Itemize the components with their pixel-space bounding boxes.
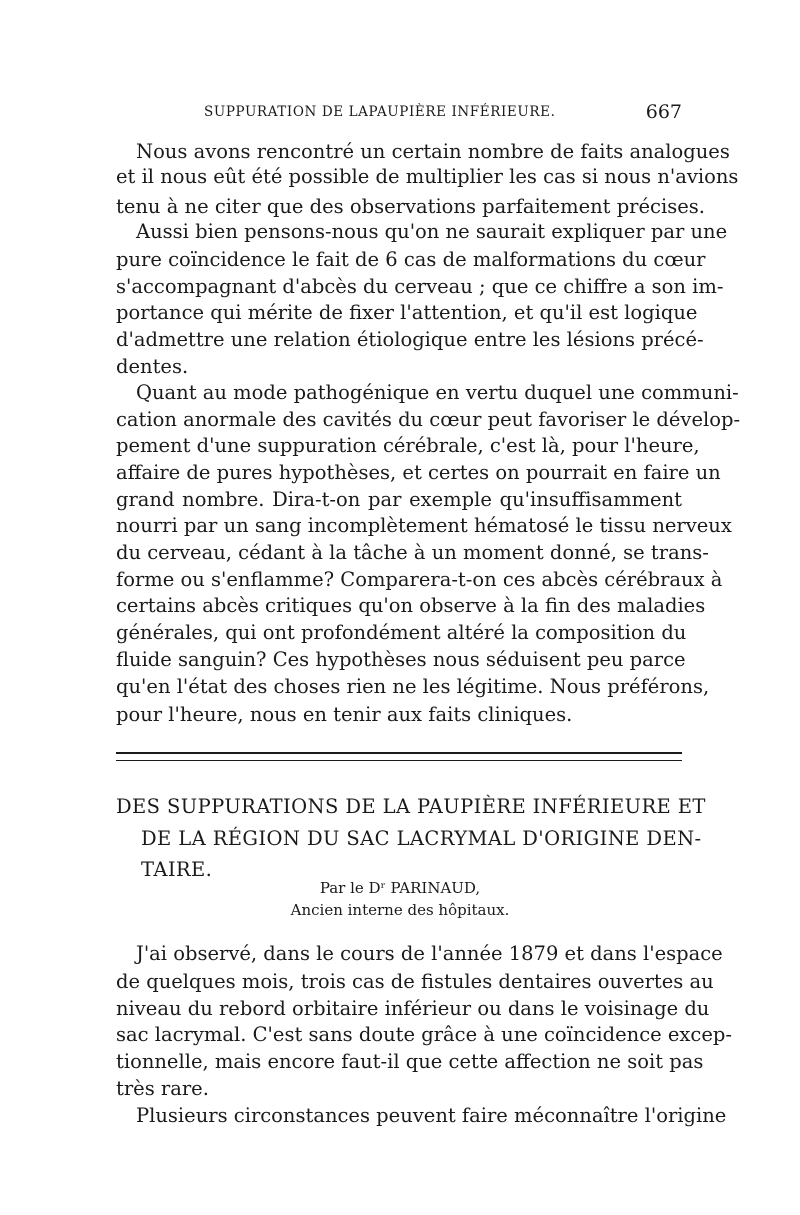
author-line: Par le Dʳ PARINAUD, bbox=[319, 879, 481, 897]
text-line: certains abcès critiques qu'on observe à la fin des maladies bbox=[116, 594, 706, 617]
running-title: SUPPURATION DE LAPAUPIÈRE INFÉRIEURE. bbox=[204, 104, 556, 120]
article-title-line: TAIRE. bbox=[141, 858, 213, 881]
text-line: dentes. bbox=[116, 355, 189, 378]
section-rule-thin bbox=[116, 760, 682, 761]
text-line: s'accompagnant d'abcès du cerveau ; que ce chiffre a son im- bbox=[116, 275, 724, 298]
text-line: de quelques mois, trois cas de fistules dentaires ouvertes au bbox=[116, 970, 714, 993]
text-line: et il nous eût été possible de multiplier les cas si nous n'avions bbox=[116, 165, 739, 188]
text-line: très rare. bbox=[116, 1077, 209, 1100]
running-head bbox=[116, 101, 682, 128]
text-line: affaire de pures hypothèses, et certes on pourrait en faire un bbox=[116, 461, 721, 484]
text-line: nourri par un sang incomplètement hématosé le tissu nerveux bbox=[116, 514, 732, 537]
text-line: tionnelle, mais encore faut-il que cette affection ne soit pas bbox=[116, 1050, 704, 1073]
text-line: fluide sanguin? Ces hypothèses nous séduisent peu parce bbox=[116, 648, 686, 671]
text-line: Quant au mode pathogénique en vertu duquel une communi- bbox=[136, 381, 739, 404]
page-number: 667 bbox=[645, 101, 682, 123]
text-line: qu'en l'état des choses rien ne les légitime. Nous préférons, bbox=[116, 675, 710, 698]
author-title: Ancien interne des hôpitaux. bbox=[290, 901, 510, 919]
text-line: pure coïncidence le fait de 6 cas de malformations du cœur bbox=[116, 248, 706, 271]
article-title-line: DE LA RÉGION DU SAC LACRYMAL D'ORIGINE DEN- bbox=[141, 827, 702, 850]
text-line: grand nombre. Dira-t-on par exemple qu'insuffisamment bbox=[116, 488, 682, 511]
text-line: J'ai observé, dans le cours de l'année 1879 et dans l'espace bbox=[136, 942, 723, 965]
text-line: tenu à ne citer que des observations parfaitement précises. bbox=[116, 195, 705, 218]
text-line: portance qui mérite de fixer l'attention, et qu'il est logique bbox=[116, 301, 698, 324]
text-line: générales, qui ont profondément altéré la composition du bbox=[116, 621, 687, 644]
text-line: Aussi bien pensons-nous qu'on ne saurait expliquer par une bbox=[136, 220, 728, 243]
text-line: d'admettre une relation étiologique entre les lésions précé- bbox=[116, 328, 704, 351]
text-line: niveau du rebord orbitaire inférieur ou dans le voisinage du bbox=[116, 997, 710, 1020]
text-line: forme ou s'enflamme? Comparera-t-on ces abcès cérébraux à bbox=[116, 568, 723, 591]
text-line: pour l'heure, nous en tenir aux faits cliniques. bbox=[116, 703, 573, 726]
text-line: pement d'une suppuration cérébrale, c'est là, pour l'heure, bbox=[116, 434, 700, 457]
section-rule-thick bbox=[116, 752, 682, 754]
text-line: Plusieurs circonstances peuvent faire méconnaître l'origine bbox=[136, 1104, 727, 1127]
text-line: cation anormale des cavités du cœur peut favoriser le dévelop- bbox=[116, 408, 741, 431]
text-line: Nous avons rencontré un certain nombre de faits analogues bbox=[136, 140, 730, 163]
text-line: sac lacrymal. C'est sans doute grâce à une coïncidence excep- bbox=[116, 1023, 732, 1046]
article-title-line: DES SUPPURATIONS DE LA PAUPIÈRE INFÉRIEURE ET bbox=[116, 795, 706, 818]
text-line: du cerveau, cédant à la tâche à un moment donné, se trans- bbox=[116, 541, 709, 564]
